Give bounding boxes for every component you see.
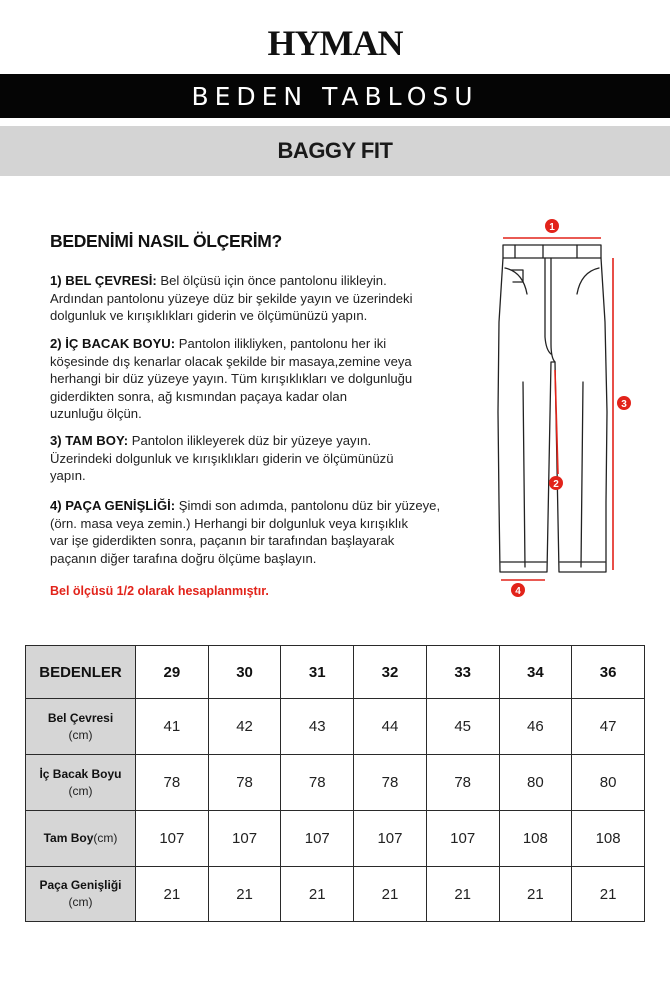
row-label: Bel Çevresi (cm): [26, 699, 136, 755]
table-cell: 80: [499, 755, 572, 811]
step-text: dolgunluk ve kırışıklıkları giderin ve ölçümünüzü yapın.: [50, 308, 368, 324]
size-header: 34: [499, 646, 572, 699]
table-row: [26, 755, 645, 811]
step-text: (örn. masa veya zemin.) Herhangi bir dolgunluk veya kırışıklık: [50, 515, 409, 531]
banner-title: BEDEN TABLOSU: [0, 74, 670, 118]
step-text: yapın.: [50, 468, 86, 484]
table-cell: 78: [136, 755, 209, 811]
size-header: 31: [281, 646, 354, 699]
size-header: 29: [136, 646, 209, 699]
table-cell: 21: [499, 867, 572, 922]
fit-title: BAGGY FIT: [0, 126, 670, 176]
step-bel-cevresi: [50, 272, 470, 325]
table-cell: 78: [281, 755, 354, 811]
brand-logo: HYMAN: [267, 23, 403, 63]
table-cell: 41: [136, 699, 209, 755]
size-header: 30: [208, 646, 281, 699]
step-paca-genisligi: [50, 497, 470, 567]
row-label: İç Bacak Boyu (cm): [26, 755, 136, 811]
step-text: köşesinde dış kenarlar olacak şekilde bir masaya,zemine veya: [50, 353, 412, 369]
table-cell: 21: [426, 867, 499, 922]
waist-note: Bel ölçüsü 1/2 olarak hesaplanmıştır.: [50, 584, 269, 598]
table-cell: 78: [354, 755, 427, 811]
pants-measurement-diagram-icon: [485, 212, 635, 602]
step-text: uzunluğu ölçün.: [50, 406, 142, 422]
table-cell: 44: [354, 699, 427, 755]
step-label: 4) PAÇA GENİŞLİĞİ:: [50, 498, 176, 513]
table-cell: 107: [208, 811, 281, 867]
step-tam-boy: [50, 432, 470, 485]
table-cell: 21: [281, 867, 354, 922]
step-text: giderdikten sonra, ağ kısmından paçaya kadar olan: [50, 388, 347, 404]
step-text: Pantolon ilikliyken, pantolonu her iki: [178, 336, 387, 351]
table-cell: 43: [281, 699, 354, 755]
table-cell: 108: [572, 811, 645, 867]
table-cell: 42: [208, 699, 281, 755]
marker-2: 2: [553, 479, 559, 490]
table-cell: 47: [572, 699, 645, 755]
step-text: Üzerindeki dolgunluk ve kırışıklıkları giderin ve ölçümünüzü: [50, 450, 394, 466]
size-header: 32: [354, 646, 427, 699]
marker-4: 4: [515, 586, 521, 597]
table-cell: 21: [572, 867, 645, 922]
table-cell: 21: [208, 867, 281, 922]
step-text: herhangi bir düz yüzeye yayın. Tüm kırışıklıkları ve dolgunluğu: [50, 371, 413, 387]
row-label: Tam Boy(cm): [26, 811, 136, 867]
table-cell: 21: [136, 867, 209, 922]
step-text: paçanın diğer tarafına doğru ölçüme başlayın.: [50, 550, 317, 566]
step-label: 1) BEL ÇEVRESİ:: [50, 273, 157, 288]
table-cell: 107: [281, 811, 354, 867]
table-corner-label: BEDENLER: [26, 646, 136, 699]
table-cell: 108: [499, 811, 572, 867]
table-cell: 80: [572, 755, 645, 811]
size-header: 36: [572, 646, 645, 699]
step-text: Şimdi son adımda, pantolonu düz bir yüzeye,: [178, 498, 441, 513]
marker-3: 3: [621, 399, 627, 410]
step-label: 3) TAM BOY:: [50, 433, 129, 448]
marker-1: 1: [549, 222, 555, 233]
size-table: [25, 645, 645, 922]
table-cell: 46: [499, 699, 572, 755]
table-row: [26, 867, 645, 922]
table-row: [26, 811, 645, 867]
row-label: Paça Genişliği (cm): [26, 867, 136, 922]
table-cell: 45: [426, 699, 499, 755]
table-cell: 78: [208, 755, 281, 811]
step-label: 2) İÇ BACAK BOYU:: [50, 336, 176, 351]
step-ic-bacak-boyu: [50, 335, 470, 423]
step-text: Pantolon ilikleyerek düz bir yüzeye yayın.: [131, 433, 372, 448]
table-cell: 21: [354, 867, 427, 922]
step-text: Ardından pantolonu yüzeye düz bir şekilde yayın ve üzerindeki: [50, 290, 413, 306]
table-cell: 107: [426, 811, 499, 867]
howto-title: BEDENİMİ NASIL ÖLÇERİM?: [50, 231, 282, 251]
size-header: 33: [426, 646, 499, 699]
table-cell: 78: [426, 755, 499, 811]
table-cell: 107: [136, 811, 209, 867]
table-row: [26, 699, 645, 755]
step-text: Bel ölçüsü için önce pantolonu ilikleyin.: [160, 273, 387, 288]
table-header-row: [26, 646, 645, 699]
table-cell: 107: [354, 811, 427, 867]
step-text: var işe giderdikten sonra, paçanın bir tarafından başlayarak: [50, 533, 395, 549]
